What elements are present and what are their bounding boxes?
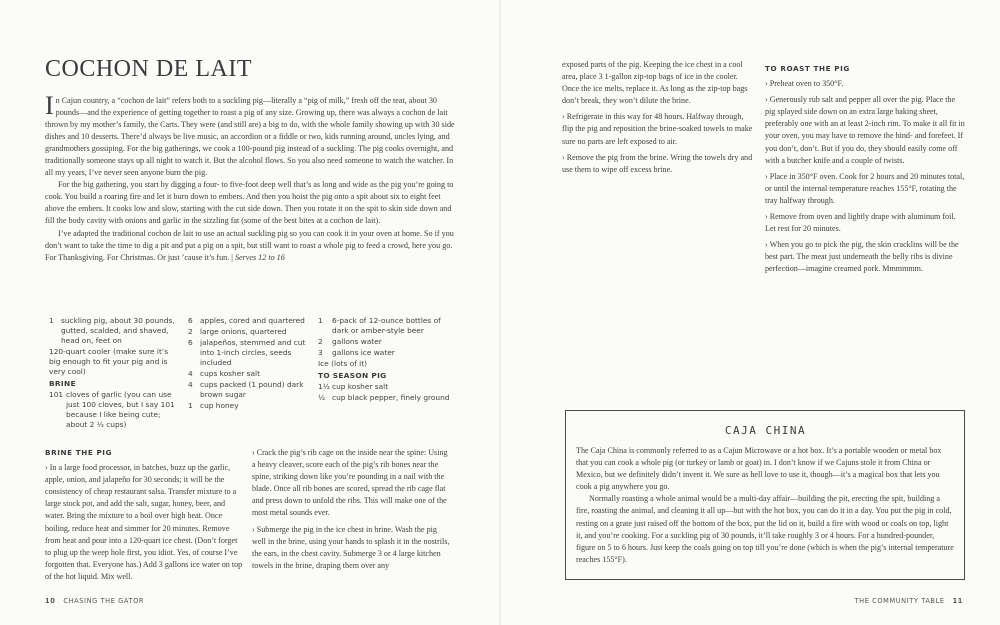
season-heading: TO SEASON PIG <box>318 371 387 380</box>
page-number-left: 10 <box>45 597 56 605</box>
ingredient-item: 1 6-pack of 12-ounce bottles of dark or amber-style beer <box>318 316 441 335</box>
ingredient-item: ½ cup black pepper, finely ground <box>318 393 450 402</box>
ingredient-item: 101 cloves of garlic (you can use just 100 cloves, but I say 101 because I like being cute; about 2 ½ cups) <box>49 390 175 429</box>
ingredient-item: 6 jalapeños, stemmed and cut into 1-inch circles, seeds included <box>188 338 306 367</box>
left-footer <box>37 597 144 605</box>
ingredient-item: Ice (lots of it) <box>318 359 368 368</box>
ingredients-column-3 <box>318 316 453 404</box>
sidebar-title: CAJA CHINA <box>724 424 807 437</box>
serves-text: Serves 12 to 16 <box>234 252 285 262</box>
continued-steps-column <box>562 59 754 180</box>
right-footer <box>855 597 963 605</box>
ingredient-item: 120-quart cooler (make sure it’s big enough to fit your pig and is very cool) <box>49 347 169 376</box>
separator: | <box>231 252 233 262</box>
intro-paragraph-2: For the big gathering, you start by digging a four- to five-foot deep well that’s as long and wide as the pig you’re going to cook. You build a roaring fire and let it burn down to embers. And then you hoist the pig onto a spit about six to eight feet above the embers. It cooks low and slow, starting with the cut side down. Then you rotate it on the spit to skin side down and fill the body cavity with onions and garlic in the sizzling fat (some of the best bites at a cochon de lait). <box>45 180 454 226</box>
step-text: exposed parts of the pig. Keeping the ice chest in a cool area, place 3 1-gallon zip-top bags of ice in the cooler. Once the ice melts, replace it. As long as the zip-top bags don’t break, they won’t dilute the brine. <box>562 60 748 106</box>
ingredient-item: 3 gallons ice water <box>318 348 395 357</box>
intro-paragraph-3: I’ve adapted the traditional cochon de lait to use an actual suckling pig so you can cook it in your oven at home. So if you don’t want to take the time to dig a pit and put a pig on a spit, but still want to roast a whole pig to feed a crowd, here you go. For Thanksgiving. For Christmas. Or just ’cause it’s fun. | Serves 12 to 16 <box>45 228 454 262</box>
brine-steps-column-2 <box>252 447 452 576</box>
intro-text <box>45 91 455 264</box>
drop-cap: I <box>45 91 54 120</box>
sidebar-paragraph-2: Normally roasting a whole animal would be a multi-day affair—building the pit, erecting the spit, building a fire, roasting the animal, and cleaning it all up—but with the hot box, you can do it in a day. You put the pig in cold, resting on a grate just raised off the bottom of the box, put the lid on it, build a fire with wood or coals on top, light it, and you’re cooking. For a suckling pig of 30 pounds, it’ll take roughly 3 or 4 hours. For a hundred-pounder, figure on 5 to 6 hours. Just keep the coals going on top till you’re done (which is when the pig’s internal temperature reaches 155°F). <box>576 494 954 564</box>
step-text: › When you go to pick the pig, the skin cracklins will be the best part. The meat just underneath the belly ribs is divine perfection—imagine creamed pork. Mmmmmm. <box>765 240 959 274</box>
ingredient-item: 1½ cup kosher salt <box>318 382 389 391</box>
ingredient-item: 4 cups kosher salt <box>188 369 260 378</box>
step-text: › Preheat oven to 350°F. <box>765 79 844 89</box>
sidebar-paragraph-1: The Caja China is commonly referred to as a Cajun Microwave or a hot box. It’s a portable wooden or metal box that you can cook a whole pig (or turkey or lamb or goat) in. I don’t know if we Cajuns stole it from China or Mexico, but we definitely didn’t invent it. We sure as hell love to use it, though—it’s a magical box that lets you cook a pig anywhere you go. <box>576 446 942 492</box>
ingredient-item: 4 cups packed (1 pound) dark brown sugar <box>188 380 304 399</box>
step-text: › Crack the pig’s rib cage on the inside near the spine: Using a heavy cleaver, score each of the pig’s rib bones near the spine, striking down like you’re pounding in a nail with the blade. Once all rib bones are scored, spread the rib cage flat and press down to unfold the ribs. This will make one of the most metal sounds ever. <box>252 448 448 518</box>
ingredient-item: 1 suckling pig, about 30 pounds, gutted, scalded, and shaved, head on, feet on <box>49 316 175 345</box>
ingredients-column-1 <box>49 316 179 431</box>
intro-paragraph-1: In Cajun country, a “cochon de lait” refers both to a suckling pig—literally a “pig of milk,” fresh off the teat, about 30 pounds—and the experience of getting together to roast a pig of any size. Growing up, there was always a cochon de lait thrown by my mother’s family, the Carts. They were (and still are) a big to do, with the whole family showing up with 30 side dishes and 10 desserts. There’d always be live music, an accordion or a fiddle or two, kids running around, uncles lying, and grandmothers gossiping. For the big gatherings, we cook a 100-pound pig instead of a suckling. The pig cooks overnight, and traditionally someone stays up all night to watch it. But the alcohol flows. So you also need someone to watch the watcher. In all my years, I’ve never seen anyone burn the pig. <box>45 91 455 178</box>
page-fold <box>499 0 501 625</box>
roast-heading: TO ROAST THE PIG <box>765 64 850 73</box>
page-number-right: 11 <box>952 597 963 605</box>
step-text: › In a large food processor, in batches, buzz up the garlic, apple, onion, and jalapeño for 30 seconds; it will be the consistency of cheap restaurant salsa. Transfer mixture to a large stock pot, and add the salt, sugar, honey, beer, and water. Bring the mixture to a boil over high heat. Once boiling, reduce heat and simmer for 20 minutes. Remove from heat and pour into a 120-quart ice chest. (Don’t forget to plug up the weep hole first, you idiot. Yes, of course I’ve forgotten that. Everyone has.) Add 3 gallons ice water on top of the hot liquid. Mix well. <box>45 463 243 581</box>
ingredient-item: 6 apples, cored and quartered <box>188 316 305 325</box>
ingredient-item: 1 cup honey <box>188 401 239 410</box>
step-text: › Refrigerate in this way for 48 hours. Halfway through, flip the pig and reposition the brine-soaked towels to make sure no parts are left exposed to air. <box>562 112 753 146</box>
step-text: › Remove from oven and lightly drape with aluminum foil. Let rest for 20 minutes. <box>765 212 956 234</box>
recipe-title: COCHON DE LAIT <box>45 56 252 82</box>
ingredient-item: 2 gallons water <box>318 337 382 346</box>
ingredient-item: 2 large onions, quartered <box>188 327 287 336</box>
sidebar-body <box>576 445 955 566</box>
step-text: › Generously rub salt and pepper all over the pig. Place the pig splayed side down on an extra large baking sheet, preferably one with an at least 2-inch rim. To make it all fit in your oven, you may have to remove the hind- and forefeet. If you don’t, don’t. But if you do, they should easily come off with a butcher knife and a couple of twists. <box>765 95 965 165</box>
step-text: › Submerge the pig in the ice chest in brine. Wash the pig well in the brine, using your hands to splash it in the nostrils, the ears, in the chest cavity. Submerge 3 or 4 large kitchen towels in the brine, draping them over any <box>252 524 450 570</box>
step-text: › Place in 350°F oven. Cook for 2 hours and 20 minutes total, or until the internal temperature reaches 155°F, rotating the tray halfway through. <box>765 171 965 205</box>
brine-steps-heading: BRINE THE PIG <box>45 448 113 457</box>
step-text: › Remove the pig from the brine. Wring the towels dry and use them to wipe off excess brine. <box>562 152 753 174</box>
caja-china-sidebar <box>565 410 965 580</box>
brine-steps-column-1 <box>45 447 243 587</box>
ingredients-column-2 <box>188 316 308 412</box>
roast-steps-column <box>765 63 965 280</box>
book-section-footer: THE COMMUNITY TABLE <box>854 597 945 605</box>
brine-heading: BRINE <box>49 379 76 388</box>
book-title-footer: CHASING THE GATOR <box>63 597 145 605</box>
